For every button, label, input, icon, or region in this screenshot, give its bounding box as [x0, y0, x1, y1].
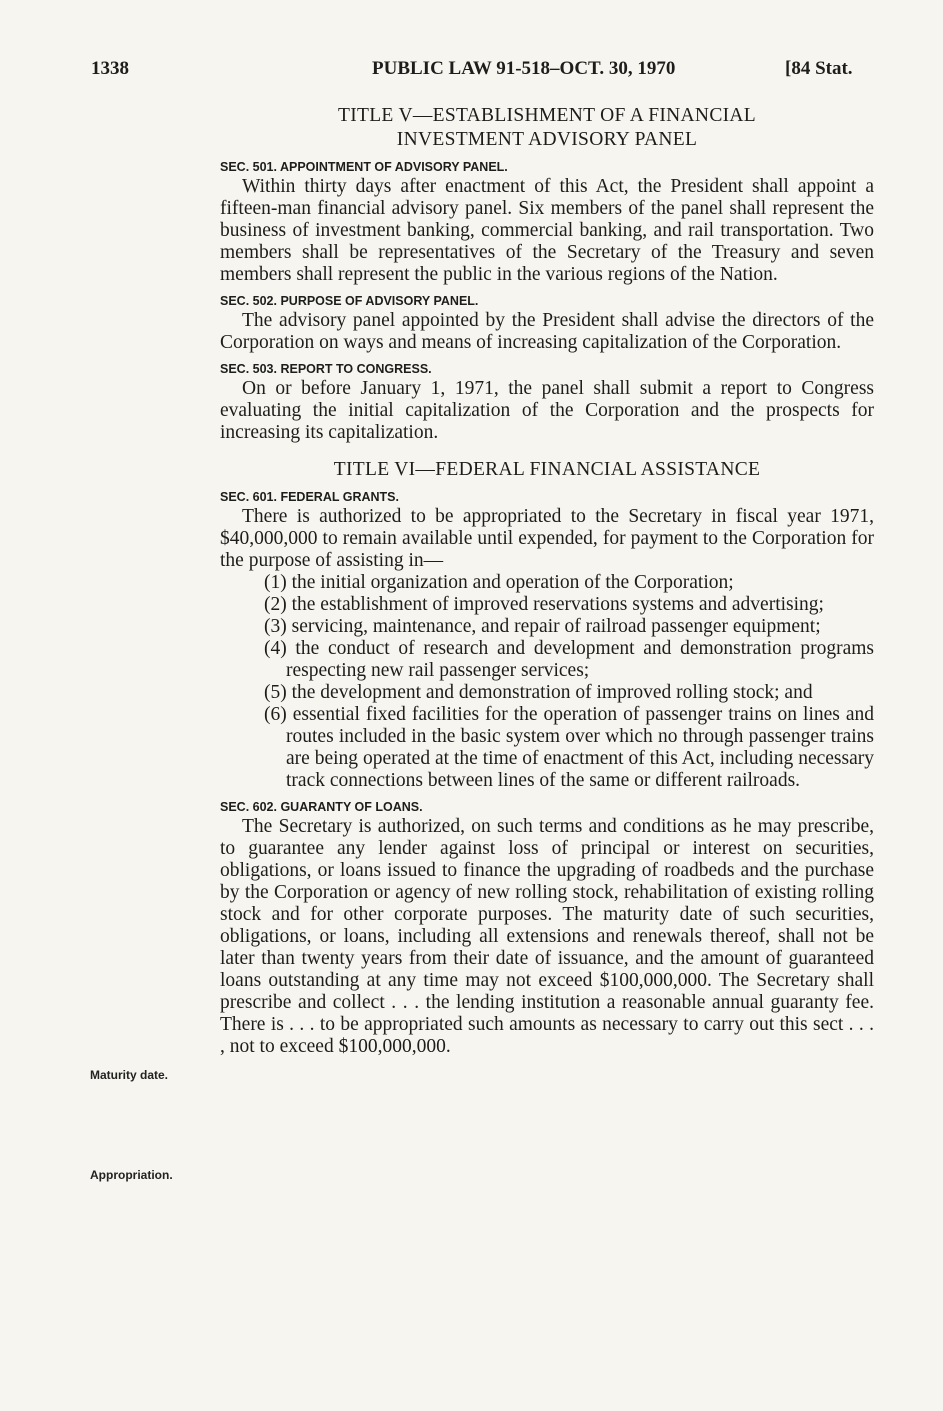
sec-602-text: The Secretary is authorized, on such terms and conditions as he may prescribe, to guarantee any lender against loss of principal or interest on securities, obligations, or loans issued to finance the upgrading of roadbeds and the purchase by the Corporation or agency of new rolling stock, rehabilitation of existing rolling stock and for other corporate purposes. The maturity date of such securities, obligations, or loans, including all extensions and renewals thereof, shall not be later than twenty years from their date of issuance, and the amount of guaranteed loans outstanding at any time may not exceed $100,000,000. The Secretary shall prescribe and collect . . . the lending institution a reasonable annual guaranty fee. There is . . . to be appropriated such amounts as necessary to carry out this sect . . . , not to exceed $100,000,000.: [220, 816, 874, 1057]
sec-601-item-3: (3) servicing, maintenance, and repair of railroad passenger equipment;: [264, 616, 821, 637]
sec-602-heading: SEC. 602. GUARANTY OF LOANS.: [220, 800, 423, 814]
title-v-line1: TITLE V—ESTABLISHMENT OF A FINANCIAL: [337, 105, 757, 126]
sec-601-item-1: (1) the initial organization and operation of the Corporation;: [264, 572, 734, 593]
sec-502-text: The advisory panel appointed by the President shall advise the directors of the Corporation on ways and means of increasing capitalization of the Corporation.: [220, 310, 874, 353]
sec-601-item-6: (6) essential fixed facilities for the operation of passenger trains on lines and routes included in the basic system over which no through passenger trains are being operated at the time of enactment of this Act, including necessary track connections between lines of the same or different railroads.: [264, 704, 874, 791]
page-number: 1338: [91, 58, 129, 79]
title-v-heading: [220, 104, 874, 152]
sec-601-item-4: (4) the conduct of research and development and demonstration programs respecting new rail passenger services;: [264, 638, 874, 681]
sec-601-item-5: (5) the development and demonstration of improved rolling stock; and: [264, 682, 813, 703]
sec-503-text: On or before January 1, 1971, the panel shall submit a report to Congress evaluating the initial capitalization of the Corporation and the prospects for increasing its capitalization.: [220, 378, 874, 443]
sec-503-heading: SEC. 503. REPORT TO CONGRESS.: [220, 362, 432, 376]
sec-601-heading: SEC. 601. FEDERAL GRANTS.: [220, 490, 399, 504]
statute-reference: [84 Stat.: [785, 58, 853, 79]
margin-note-maturity: Maturity date.: [90, 1068, 169, 1082]
margin-note-appropriation: Appropriation.: [90, 1168, 173, 1182]
title-vi-heading: TITLE VI—FEDERAL FINANCIAL ASSISTANCE: [333, 459, 761, 480]
sec-601-item-2: (2) the establishment of improved reservations systems and advertising;: [264, 594, 824, 615]
title-v-line2: INVESTMENT ADVISORY PANEL: [396, 129, 698, 150]
page-header: [0, 58, 943, 88]
document-body: [220, 104, 874, 1058]
sec-501-text: Within thirty days after enactment of this Act, the President shall appoint a fifteen-man financial advisory panel. Six members of the panel shall represent the business of investment banking, commercial banking, and rail transportation. Two members shall be representatives of the Secretary of the Treasury and seven members shall represent the public in the various regions of the Nation.: [220, 176, 874, 285]
sec-601-intro: There is authorized to be appropriated to the Secretary in fiscal year 1971, $40,000,000 to remain available until expended, for payment to the Corporation for the purpose of assisting in—: [220, 506, 874, 571]
sec-502-heading: SEC. 502. PURPOSE OF ADVISORY PANEL.: [220, 294, 479, 308]
running-title: PUBLIC LAW 91-518–OCT. 30, 1970: [372, 58, 676, 79]
sec-501-heading: SEC. 501. APPOINTMENT OF ADVISORY PANEL.: [220, 160, 508, 174]
